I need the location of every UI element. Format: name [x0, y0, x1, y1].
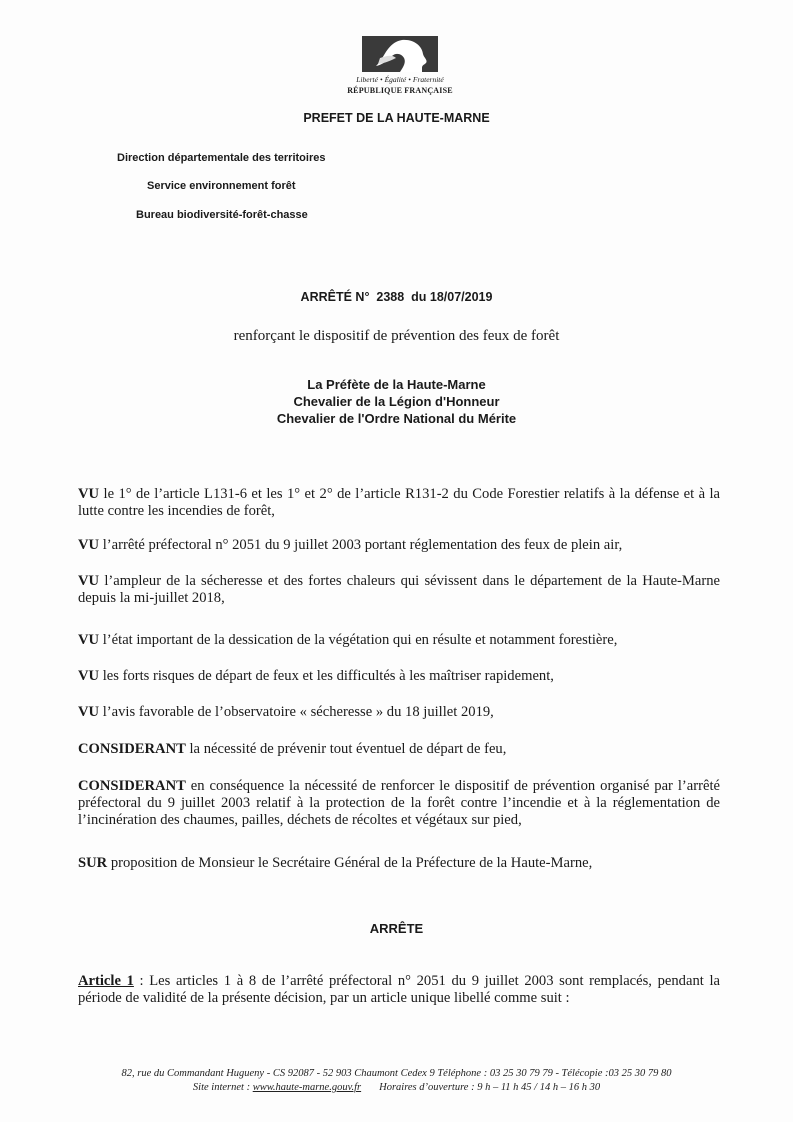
consideration-lead: CONSIDERANT	[78, 741, 186, 757]
service-direction: Direction départementale des territoires	[117, 152, 326, 164]
republic-name: RÉPUBLIQUE FRANÇAISE	[347, 86, 453, 95]
consideration-paragraph	[78, 537, 720, 554]
consideration-text: l’arrêté préfectoral n° 2051 du 9 juillet 2003 portant réglementation des feux de plein air,	[99, 537, 623, 553]
decision-heading: ARRÊTE	[369, 921, 424, 936]
decree-subject: renforçant le dispositif de prévention des feux de forêt	[233, 328, 560, 344]
consideration-text: en conséquence la nécessité de renforcer le dispositif de prévention organisé par l’arrêté préfectoral du 9 juillet 2003 relatif à la protection de la forêt contre l’incendie et à la réglementation de l’incinération des chaumes, pailles, déchets de récoltes et végétaux sur pied,	[78, 778, 720, 828]
consideration-paragraph	[78, 573, 720, 607]
footer-site-label: Site internet :	[192, 1082, 253, 1093]
decree-title: ARRÊTÉ N° 2388 du 18/07/2019	[300, 290, 493, 304]
consideration-lead: VU	[78, 668, 100, 684]
consideration-text: l’ampleur de la sécheresse et des fortes chaleurs qui sévissent dans le département de la Haute-Marne depuis la mi-juillet 2018,	[78, 573, 720, 606]
consideration-lead: SUR	[78, 855, 108, 871]
consideration-paragraph	[78, 704, 720, 721]
consideration-paragraph	[78, 632, 720, 649]
article-1-label: Article 1	[78, 973, 134, 989]
motto-separator: •	[379, 75, 383, 84]
footer-web-hours	[0, 1081, 793, 1095]
consideration-paragraph	[78, 486, 720, 520]
consideration-lead: VU	[78, 537, 100, 553]
consideration-text: la nécessité de prévenir tout éventuel de départ de feu,	[185, 741, 507, 757]
consideration-lead: VU	[78, 632, 100, 648]
consideration-text: proposition de Monsieur le Secrétaire Général de la Préfecture de la Haute-Marne,	[107, 855, 593, 871]
authority-line: Chevalier de la Légion d'Honneur	[293, 394, 500, 409]
footer-address: 82, rue du Commandant Hugueny - CS 92087 - 52 903 Chaumont Cedex 9 Téléphone : 03 25 30 79 79 - Télécopie :03 25 30 79 80	[121, 1068, 672, 1079]
authority-line: La Préfète de la Haute-Marne	[307, 377, 486, 392]
republic-motto	[340, 75, 460, 84]
consideration-text: les forts risques de départ de feux et les difficultés à les maîtriser rapidement,	[99, 668, 554, 684]
authority-line: Chevalier de l'Ordre National du Mérite	[276, 411, 517, 426]
marianne-profile-icon	[362, 36, 438, 72]
motto-separator: •	[408, 75, 411, 84]
footer-site-link[interactable]: www.haute-marne.gouv.fr	[252, 1082, 362, 1093]
article-1-text: : Les articles 1 à 8 de l’arrêté préfectoral n° 2051 du 9 juillet 2003 sont remplacés, pendant la période de validité de la présente décision, par un article unique libellé comme suit :	[78, 973, 720, 1006]
footer-hours: Horaires d’ouverture : 9 h – 11 h 45 / 14 h – 16 h 30	[379, 1082, 601, 1093]
consideration-lead: VU	[78, 486, 100, 502]
article-1	[78, 973, 720, 1007]
consideration-paragraph	[78, 778, 720, 829]
consideration-text: le 1° de l’article L131-6 et les 1° et 2° de l’article R131-2 du Code Forestier relatifs à la défense et à la lutte contre les incendies de forêt,	[78, 486, 720, 519]
consideration-lead: VU	[78, 704, 100, 720]
consideration-paragraph	[78, 668, 720, 685]
motto-fraternite: Fraternité	[412, 75, 444, 84]
footer	[0, 1067, 793, 1095]
prefect-title: PREFET DE LA HAUTE-MARNE	[303, 111, 490, 125]
consideration-lead: VU	[78, 573, 100, 589]
consideration-lead: CONSIDERANT	[78, 778, 186, 794]
consideration-text: l’état important de la dessication de la végétation qui en résulte et notamment forestière,	[99, 632, 618, 648]
service-bureau: Bureau biodiversité-forêt-chasse	[136, 209, 308, 221]
republic-logo	[340, 36, 460, 95]
motto-liberte: Liberté	[356, 75, 378, 84]
consideration-text: l’avis favorable de l’observatoire « sécheresse » du 18 juillet 2019,	[99, 704, 494, 720]
consideration-paragraph	[78, 855, 720, 872]
motto-egalite: Égalité	[384, 75, 407, 84]
service-environment: Service environnement forêt	[147, 180, 296, 192]
authority-block	[0, 376, 793, 427]
marianne-emblem	[362, 36, 438, 72]
consideration-paragraph	[78, 741, 720, 758]
